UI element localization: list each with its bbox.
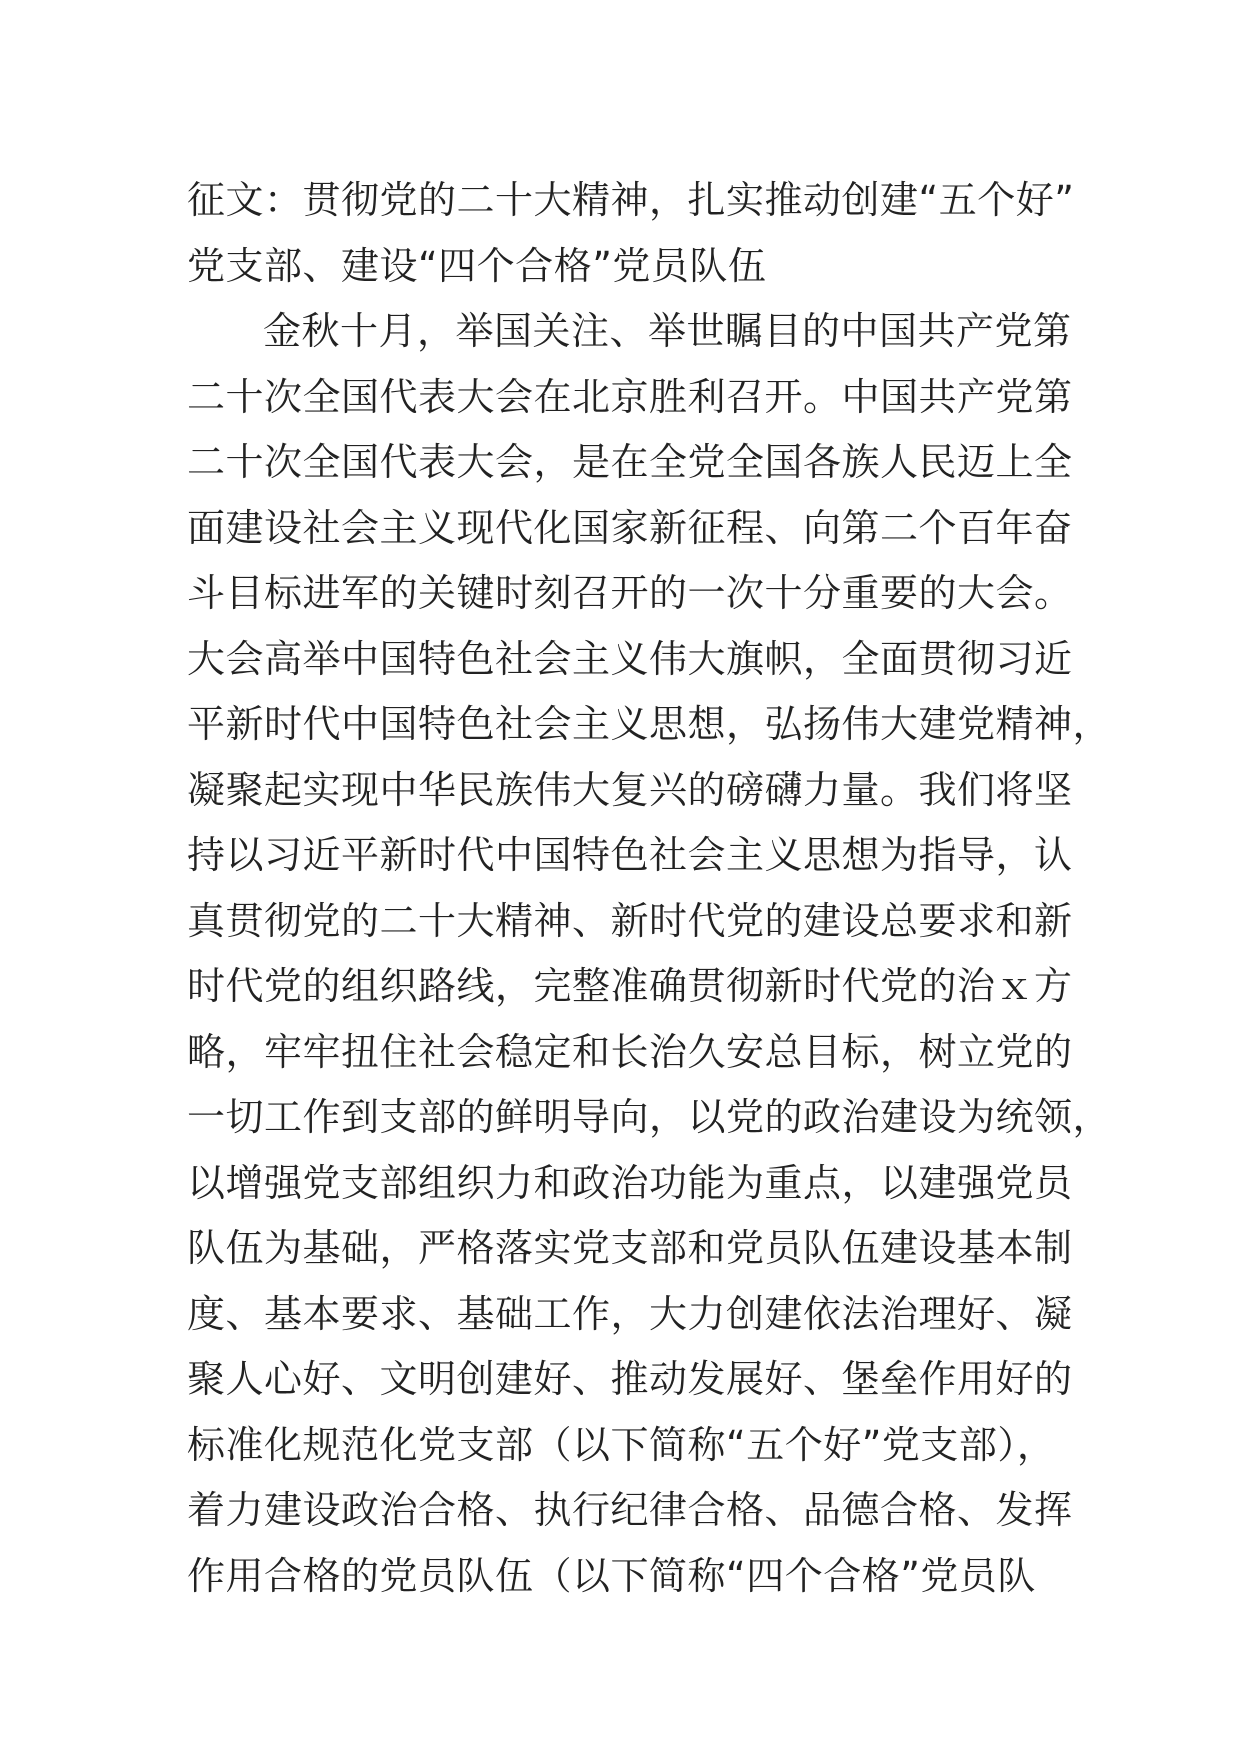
paragraph-line: 略，牢牢扭住社会稳定和长治久安总目标，树立党的 — [187, 1029, 1073, 1074]
paragraph-line: 以增强党支部组织力和政治功能为重点，以建强党员 — [187, 1160, 1073, 1205]
paragraph-line: 面建设社会主义现代化国家新征程、向第二个百年奋 — [187, 505, 1073, 550]
paragraph-line: 度、基本要求、基础工作，大力创建依法治理好、凝 — [187, 1291, 1073, 1336]
paragraph-line: 二十次全国代表大会在北京胜利召开。中国共产党第 — [187, 374, 1073, 419]
paragraph-line: 标准化规范化党支部（以下简称“五个好”党支部）， — [187, 1422, 1056, 1467]
paragraph-line: 持以习近平新时代中国特色社会主义思想为指导，认 — [187, 833, 1073, 877]
paragraph-line: 时代党的组织路线，完整准确贯彻新时代党的治ｘ方 — [187, 964, 1073, 1008]
paragraph-line: 队伍为基础，严格落实党支部和党员队伍建设基本制 — [187, 1226, 1073, 1270]
paragraph-line: 凝聚起实现中华民族伟大复兴的磅礴力量。我们将坚 — [187, 767, 1073, 812]
paragraph-line: 二十次全国代表大会，是在全党全国各族人民迈上全 — [187, 440, 1073, 484]
title-line: 党支部、建设“四个合格”党员队伍 — [187, 243, 767, 288]
paragraph-line: 大会高举中国特色社会主义伟大旗帜，全面贯彻习近 — [187, 636, 1073, 681]
document-text — [187, 168, 1112, 1609]
paragraph-line: 聚人心好、文明创建好、推动发展好、堡垒作用好的 — [187, 1357, 1073, 1401]
title-line: 征文：贯彻党的二十大精神，扎实推动创建“五个好” — [187, 178, 1075, 222]
paragraph-line: 斗目标进军的关键时刻召开的一次十分重要的大会。 — [187, 571, 1073, 615]
paragraph-line: 平新时代中国特色社会主义思想，弘扬伟大建党精神， — [187, 702, 1112, 746]
paragraph-line: 真贯彻党的二十大精神、新时代党的建设总要求和新 — [187, 898, 1073, 943]
paragraph-line: 作用合格的党员队伍（以下简称“四个合格”党员队 — [187, 1553, 1036, 1598]
paragraph-line: 一切工作到支部的鲜明导向，以党的政治建设为统领， — [187, 1095, 1112, 1139]
paragraph-line: 金秋十月，举国关注、举世瞩目的中国共产党第 — [263, 309, 1072, 353]
paragraph-line: 着力建设政治合格、执行纪律合格、品德合格、发挥 — [187, 1488, 1073, 1532]
